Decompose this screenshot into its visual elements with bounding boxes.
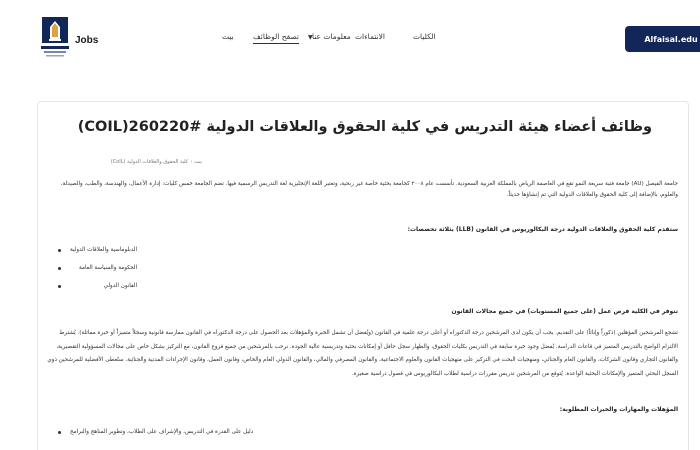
chevron-down-icon[interactable]: ▼ bbox=[308, 34, 313, 41]
programs-list bbox=[58, 247, 137, 301]
alfaisal-edu-button[interactable]: Alfaisal.edu bbox=[625, 26, 700, 52]
logo-title[interactable]: Jobs bbox=[75, 35, 99, 46]
breadcrumb-separator: › bbox=[190, 159, 193, 165]
opportunities-paragraph: تشجع المرشحين المؤهلين (ذكوراً وإناثاً) على التقديم. يجب أن يكون لدى المرشحين درجة الدكتوراه أو أعلى درجة علمية في القانون (ويُفضل أن تشمل الخبرة والمؤهلات بعد الحصول على درجة الدكتوراه في القانون ممارسة قانونية وسجلاً متميزاً أو خبرة مماثلة). يُشترط الالتزام الواضح بالتدريس المتميز في قاعات الدراسة. يُفضل وجود خبرة سابقة في التدريس بكليات الحقوق، والظهار سجل حافل أو إمكانات بحثية وتدريسية عالية الجودة. نرحب بالمرشحين من جميع فروع القانون، مع التركيز بشكل خاص على مجالات المسؤولية التقصيرية، والقانون التجاري وقانون الشركات، والقانون العام والجنائي، ومنهجيات البحث في التركيز على منهجيات القانون والعلوم الاجتماعية، والقانون المصرفي والمالي، والقانون الدولي العام والخاص، وقانون العمل، وقانون الإجراءات المدنية والجنائية. ستُعطى الأفضلية للمرشحين ذوي السجل البحثي المتميز والإمكانات البحثية الواعدة. يُتوقع من المرشحين تدريس مقررات دراسية لطلاب البكالوريوس في فصول دراسية صغيرة. bbox=[47, 330, 678, 377]
site-header bbox=[0, 0, 700, 82]
opportunities-heading: تتوفر في الكلية فرص عمل (على جميع المستويات) في جميع مجالات القانون bbox=[451, 308, 678, 315]
breadcrumb-home[interactable]: بيت bbox=[194, 159, 202, 165]
job-posting-card bbox=[37, 101, 689, 450]
nav-affiliations[interactable]: الانتماءات bbox=[355, 32, 386, 41]
programs-intro: ستقدم كلية الحقوق والعلاقات الدولية درجة البكالوريوس في القانون (LLB) بثلاثة تخصصات: bbox=[407, 226, 678, 233]
list-item: الحكومة والسياسة العامة bbox=[58, 265, 137, 283]
breadcrumb-college[interactable]: كلية الحقوق والعلاقات الدولية (CoIL) bbox=[110, 159, 189, 165]
nav-colleges[interactable]: الكليات bbox=[413, 32, 436, 41]
nav-browse-jobs[interactable]: تصفح الوظائف bbox=[253, 32, 299, 44]
list-item: دليل على القدرة في التدريس، والإشراف على الطلاب، وتطوير المناهج والبرامج bbox=[58, 429, 253, 447]
qualifications-heading: المؤهلات والمهارات والخبرات المطلوبة: bbox=[559, 406, 678, 413]
nav-about-us[interactable]: معلومات عنا bbox=[312, 32, 351, 41]
list-item: الدبلوماسية والعلاقات الدولية bbox=[58, 247, 137, 265]
page-title: وظائف أعضاء هيئة التدريس في كلية الحقوق والعلاقات الدولية #260220(COIL) bbox=[77, 119, 652, 135]
intro-paragraph: جامعة الفيصل (AU) جامعة فتية سريعة النمو تقع في العاصمة الرياض بالمملكة العربية السعودية. تأسست عام ٢٠٠٨ كجامعة بحثية خاصة غير ربحية، وتعتبر اللغة الإنجليزية لغة التدريس الرسمية فيها. تضم الجامعة خمس كليات: إدارة الأعمال، والهندسة، والطب، والصيدلة، والعلوم، بالإضافة إلى كلية الحقوق والعلاقات الدولية التي تم إنشاؤها حديثاً. bbox=[60, 181, 678, 198]
list-item: القانون الدولي bbox=[58, 283, 137, 301]
breadcrumb bbox=[111, 159, 202, 165]
qualifications-list bbox=[58, 429, 253, 447]
nav-home[interactable]: بيت bbox=[222, 32, 234, 41]
alfaisal-university-logo[interactable] bbox=[40, 17, 70, 59]
